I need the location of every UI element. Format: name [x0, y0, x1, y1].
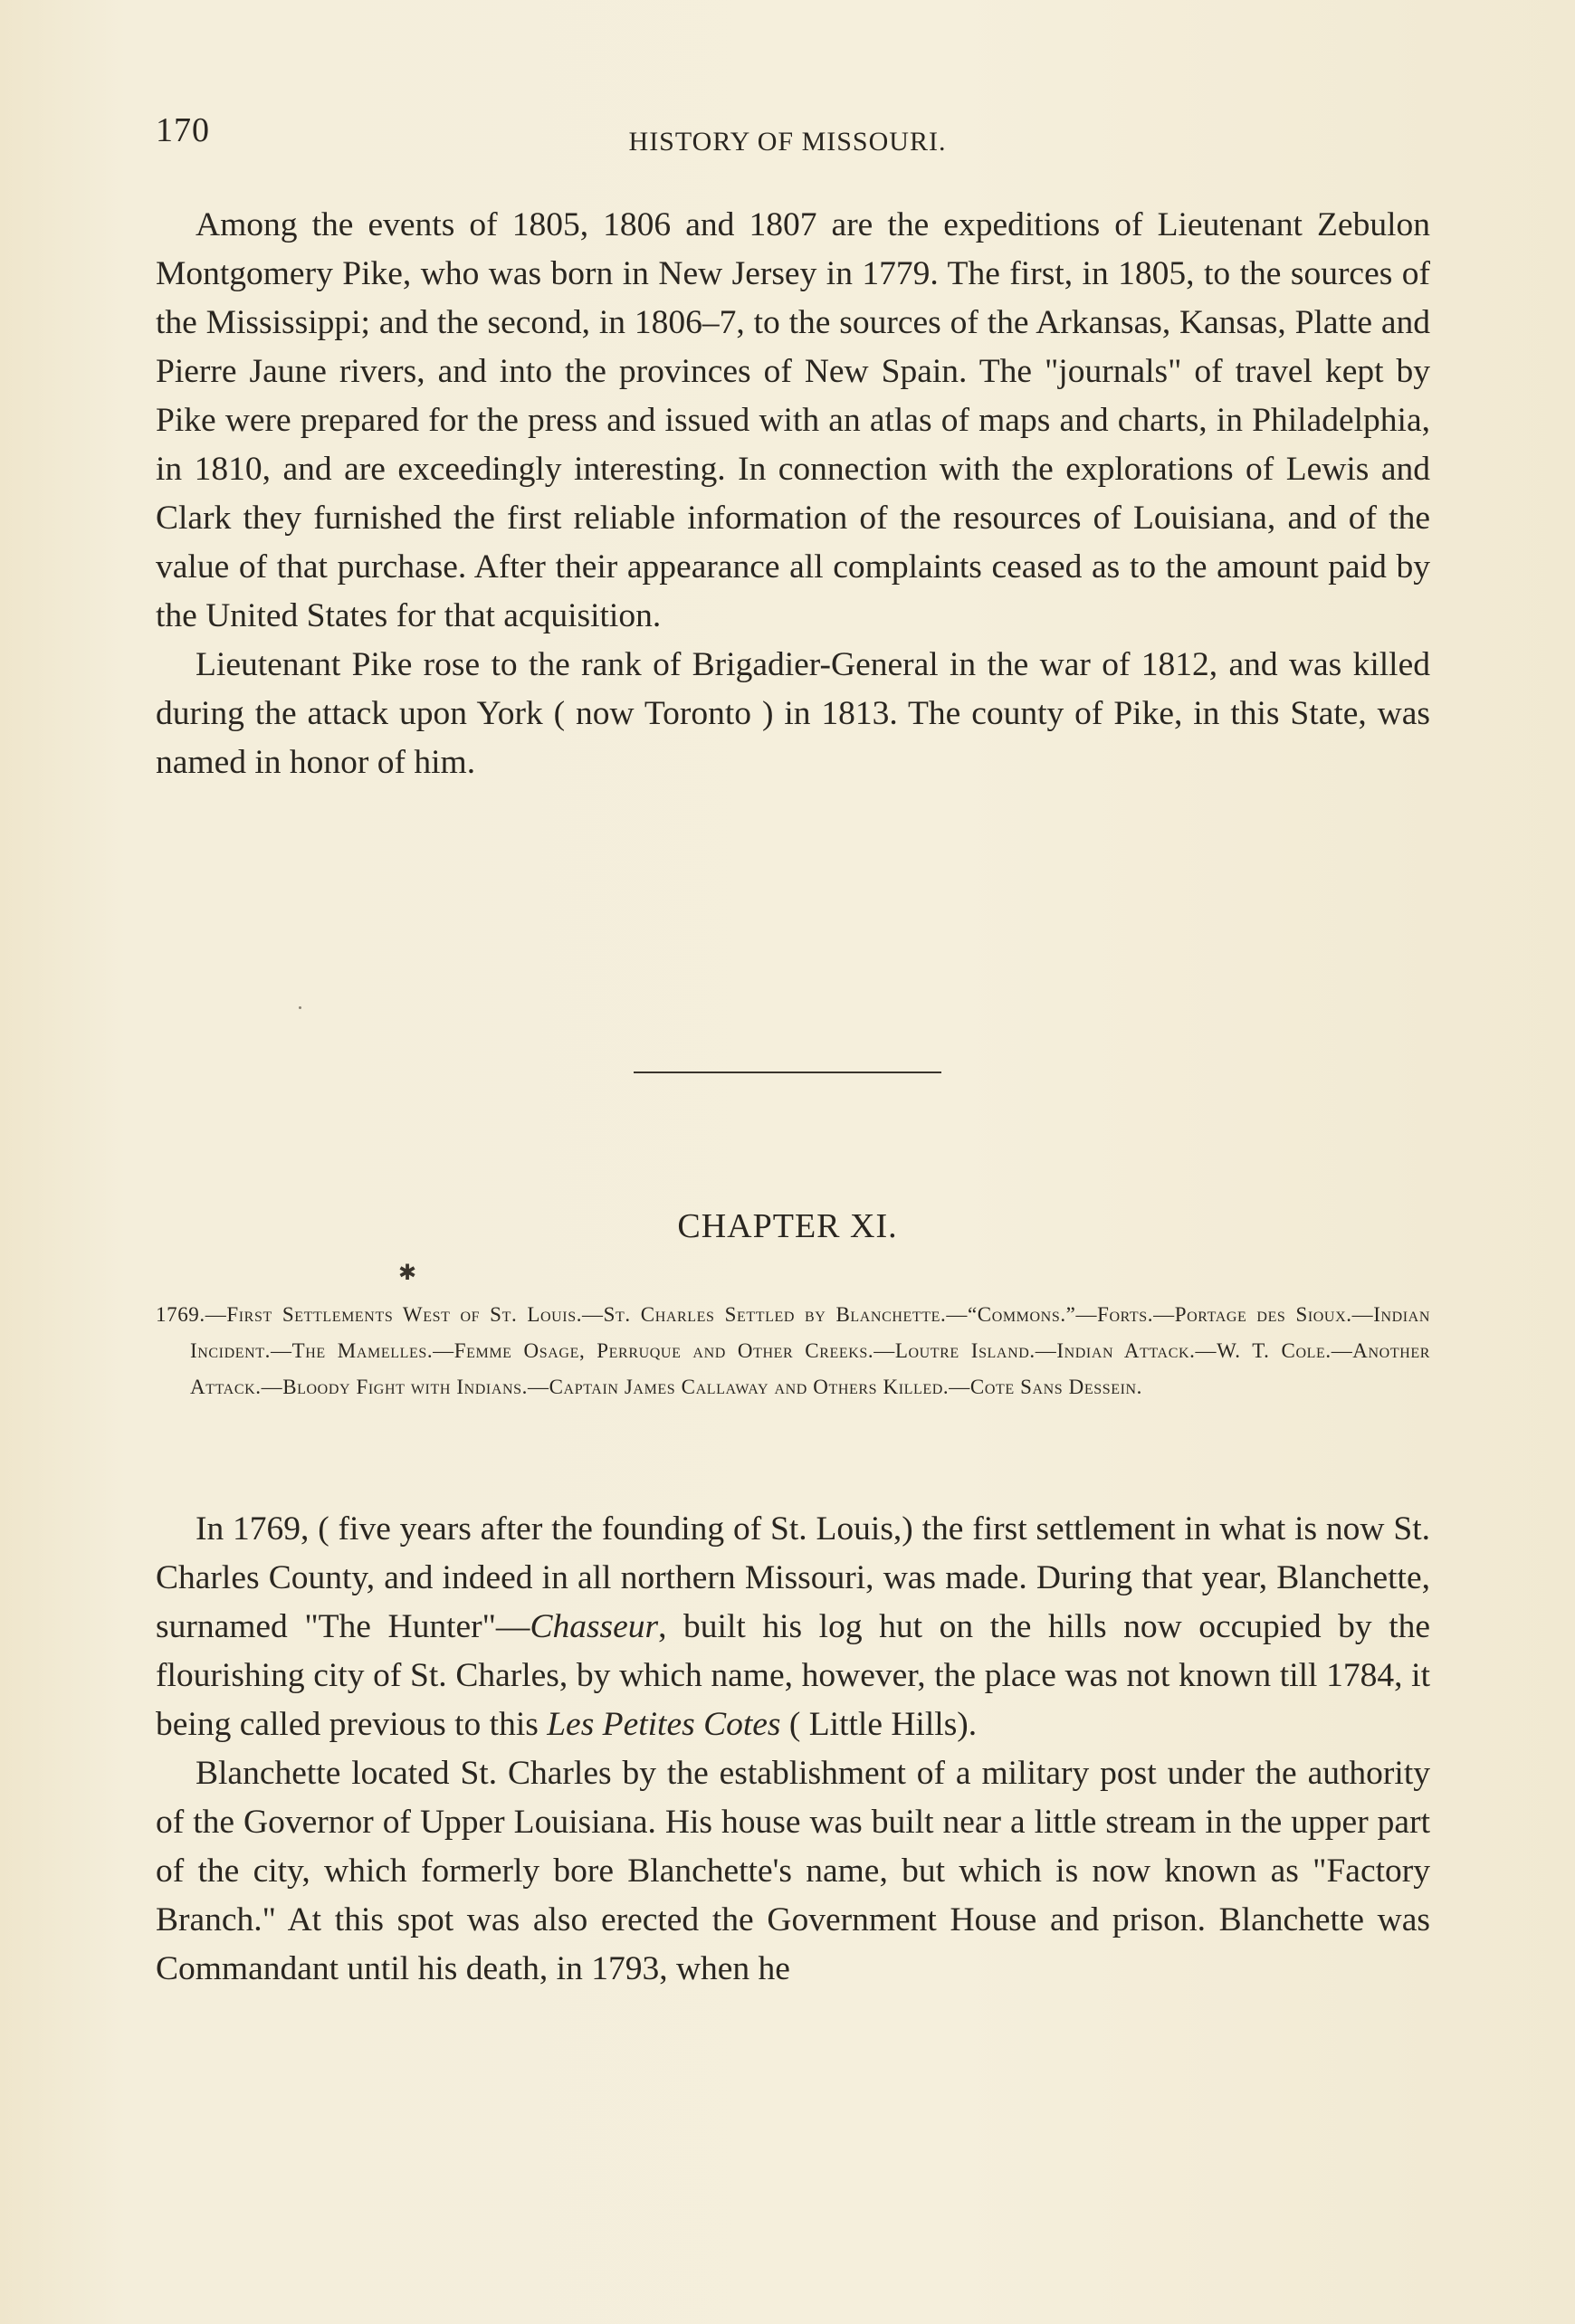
- st-charles-section: [156, 1505, 1430, 1994]
- asterisk-ornament-icon: ✱: [398, 1262, 417, 1285]
- running-title: HISTORY OF MISSOURI.: [628, 127, 947, 157]
- chapter-synopsis: [156, 1297, 1430, 1405]
- paragraph-blanchette-post: Blanchette located St. Charles by the establishment of a military post under the authority of the Governor of Upper Louisiana. His house was built near a little stream in the upper part of the city, which formerly bore Blanchette's name, but which is now known as "Factory Branch." At this spot was also erected the Government House and prison. Blanchette was Commandant until his death, in 1793, when he: [156, 1755, 1430, 1987]
- stray-mark: [299, 1006, 301, 1009]
- pike-section: [156, 201, 1430, 787]
- les-petites-cotes-italic: Les Petites Cotes: [547, 1706, 781, 1743]
- settlement-text-3: ( Little Hills).: [780, 1706, 978, 1743]
- chapter-title: CHAPTER XI.: [677, 1207, 898, 1245]
- chasseur-italic: Chasseur: [530, 1608, 659, 1645]
- section-divider: [634, 1072, 941, 1073]
- synopsis-text: 1769.—First Settlements West of St. Louis.—St. Charles Settled by Blanchette.—“Commons.”—Forts.—Portage des Sioux.—Indian Incident.—The Mamelles.—Femme Osage, Perruque and Other Creeks.—Loutre Island.—Indian Attack.—W. T. Cole.—Another Attack.—Bloody Fight with Indians.—Captain James Callaway and Others Killed.—Cote Sans Dessein.: [156, 1303, 1430, 1398]
- paragraph-pike-expeditions: Among the events of 1805, 1806 and 1807 are the expeditions of Lieutenant Zebulon Montgomery Pike, who was born in New Jersey in 1779. The first, in 1805, to the sources of the Mississippi; and the second, in 1806–7, to the sources of the Arkansas, Kansas, Platte and Pierre Jaune rivers, and into the provinces of New Spain. The "journals" of travel kept by Pike were prepared for the press and issued with an atlas of maps and charts, in Philadelphia, in 1810, and are exceedingly interesting. In connection with the explorations of Lewis and Clark they furnished the first reliable information of the resources of Louisiana, and of the value of that purchase. After their appearance all complaints ceased as to the amount paid by the United States for that acquisition.: [156, 206, 1430, 634]
- settlement-text-2: , built his log hut on the hills now occupied by the flourishing city of St. Charles, by which name, however, the place was not known till 1784, it being called previous to this: [156, 1608, 1431, 1743]
- page-number: 170: [156, 111, 210, 149]
- paragraph-pike-death: Lieutenant Pike rose to the rank of Brigadier-General in the war of 1812, and was killed during the attack upon York ( now Toronto ) in 1813. The county of Pike, in this State, was named in honor of him.: [156, 646, 1430, 781]
- paragraph-st-charles-settlement: [156, 1505, 1430, 1749]
- settlement-text-1: In 1769, ( five years after the founding of St. Louis,) the first settlement in what is now St. Charles County, and indeed in all northern Missouri, was made. During that year, Blanchette, surnamed "The Hunter"—: [156, 1510, 1430, 1645]
